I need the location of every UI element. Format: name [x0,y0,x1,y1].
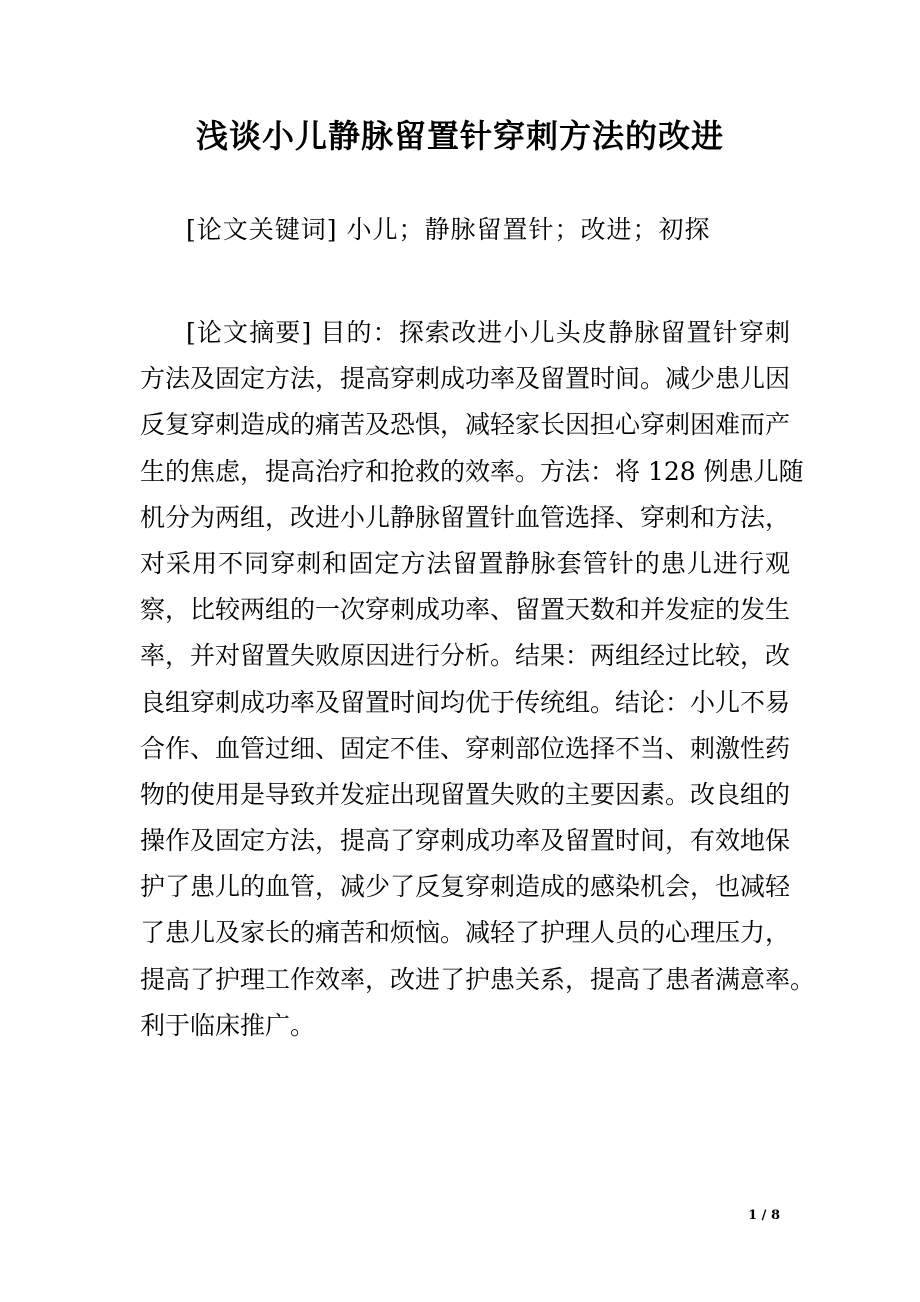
abstract-line: 提高了护理工作效率，改进了护患关系，提高了患者满意率。 [140,964,816,994]
abstract-line: 了患儿及家长的痛苦和烦恼。减轻了护理人员的心理压力， [140,918,791,948]
page-number: 1 / 8 [748,1208,780,1223]
abstract-line: 利于临床推广。 [140,1010,316,1040]
document-title: 浅谈小儿静脉留置针穿刺方法的改进 [195,117,724,155]
abstract-line: 物的使用是导致并发症出现留置失败的主要因素。改良组的 [140,779,791,809]
abstract-line: 机分为两组，改进小儿静脉留置针血管选择、穿刺和方法， [140,502,791,532]
abstract-line: 方法及固定方法，提高穿刺成功率及留置时间。减少患儿因 [140,364,791,394]
abstract-line: 反复穿刺造成的痛苦及恐惧，减轻家长因担心穿刺困难而产 [140,410,791,440]
keywords-line: [论文关键词] 小儿；静脉留置针；改进；初探 [186,215,711,244]
abstract-line: 合作、血管过细、固定不佳、穿刺部位选择不当、刺激性药 [140,733,791,763]
abstract-line: 率，并对留置失败原因进行分析。结果：两组经过比较，改 [140,641,791,671]
abstract-line: 护了患儿的血管，减少了反复穿刺造成的感染机会，也减轻 [140,872,791,902]
abstract-line: 操作及固定方法，提高了穿刺成功率及留置时间，有效地保 [140,826,791,856]
abstract-line: 良组穿刺成功率及留置时间均优于传统组。结论：小儿不易 [140,687,791,717]
abstract-line: 察，比较两组的一次穿刺成功率、留置天数和并发症的发生 [140,595,791,625]
abstract-line: [论文摘要] 目的：探索改进小儿头皮静脉留置针穿刺 [186,318,790,347]
abstract-line: 对采用不同穿刺和固定方法留置静脉套管针的患儿进行观 [140,548,790,578]
abstract-paragraph [140,310,816,1049]
abstract-line: 生的焦虑，提高治疗和抢救的效率。方法：将 128 例患儿随 [140,456,804,486]
